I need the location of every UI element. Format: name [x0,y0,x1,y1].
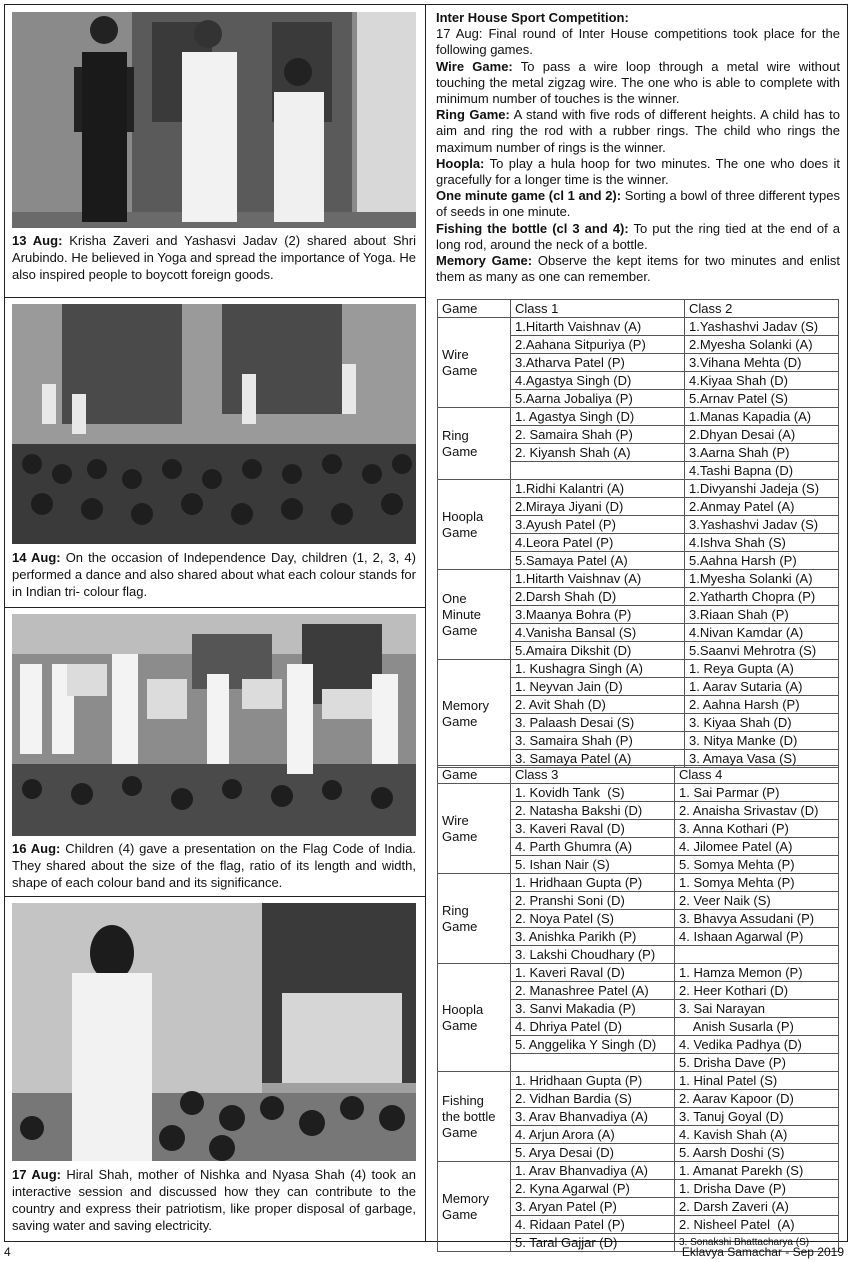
winner-cell: 5. Ishan Nair (S) [511,856,675,874]
winner-cell: 1.Ridhi Kalantri (A) [511,480,685,498]
winner-cell: 4. Parth Ghumra (A) [511,838,675,856]
game-rule: To play a hula hoop for two minutes. The one who does it gracefully for a longer time is the winner. [436,155,840,188]
game-name-cell: Memory Game [438,660,511,768]
winner-cell: 5.Arnav Patel (S) [685,390,839,408]
photo-14-aug [12,304,416,544]
table-row [438,660,839,678]
winner-cell: 3.Atharva Patel (P) [511,354,685,372]
winner-cell: 3. Samaya Patel (A) [511,750,685,768]
winner-cell: 5.Aarna Jobaliya (P) [511,390,685,408]
winner-cell: 4. Ishaan Agarwal (P) [675,928,839,946]
winner-cell: 5. Taral Gajjar (D) [511,1234,675,1252]
game-name-cell: Fishing the bottle Game [438,1072,511,1162]
winner-cell: 3.Riaan Shah (P) [685,606,839,624]
winner-cell: 3. Kaveri Raval (D) [511,820,675,838]
game-name: Ring Game: [436,107,510,123]
winner-cell: 2. Anaisha Srivastav (D) [675,802,839,820]
winner-cell: 1. Hridhaan Gupta (P) [511,1072,675,1090]
game-name-cell: Wire Game [438,784,511,874]
page-number: 4 [4,1245,11,1259]
photo-panel-4 [4,896,425,1240]
caption-text: On the occasion of Independence Day, children (1, 2, 3, 4) performed a dance and also shared about what each colour stands for in Indian tri- colour flag. [12,550,416,599]
game-description [436,221,840,253]
game-name-cell: Ring Game [438,874,511,964]
caption-date: 13 Aug: [12,233,63,248]
game-rule: To pass a wire loop through a metal wire without touching the metal zigzag wire. The one who is able to complete with minimum number of touches is the winner. [436,58,840,107]
game-rule: Observe the kept items for two minutes and enlist them as many as one can remember. [436,253,840,285]
table-header-row [438,300,839,318]
winner-cell: 2.Darsh Shah (D) [511,588,685,606]
winner-cell: 2. Manashree Patel (A) [511,982,675,1000]
winner-cell: 1. Somya Mehta (P) [675,874,839,892]
game-rule: Sorting a bowl of three different types of seeds in one minute. [436,188,840,220]
games-description-list [436,59,840,286]
winner-cell: 3. Anishka Parikh (P) [511,928,675,946]
game-description [436,107,840,156]
winner-cell: 5. Somya Mehta (P) [675,856,839,874]
winner-cell: 1.Myesha Solanki (A) [685,570,839,588]
game-name: Memory Game: [436,253,533,269]
caption-date: 16 Aug: [12,841,61,856]
winner-cell: 1. Hamza Memon (P) [675,964,839,982]
photo-panel-2 [4,297,425,608]
winner-cell: 2. Aahna Harsh (P) [685,696,839,714]
winner-cell: 2. Vidhan Bardia (S) [511,1090,675,1108]
winner-cell: 4. Jilomee Patel (A) [675,838,839,856]
winner-cell: 4. Ridaan Patel (P) [511,1216,675,1234]
table-row [438,784,839,802]
winner-cell: 1. Kaveri Raval (D) [511,964,675,982]
caption-14-aug [12,549,416,600]
game-name: Wire Game: [436,58,513,74]
winner-cell: 5.Saanvi Mehrotra (S) [685,642,839,660]
winner-cell: 4.Nivan Kamdar (A) [685,624,839,642]
winner-cell: 3. Amaya Vasa (S) [685,750,839,768]
winner-cell [511,462,685,480]
winner-cell: 1. Sai Parmar (P) [675,784,839,802]
table-row [438,480,839,498]
winner-cell: 2.Yatharth Chopra (P) [685,588,839,606]
winner-cell: 2.Anmay Patel (A) [685,498,839,516]
winner-cell: 2. Noya Patel (S) [511,910,675,928]
winner-cell: 1. Reya Gupta (A) [685,660,839,678]
winner-cell: 5. Aarsh Doshi (S) [675,1144,839,1162]
winner-cell: 2. Samaira Shah (P) [511,426,685,444]
winner-cell: 2. Heer Kothari (D) [675,982,839,1000]
winner-cell: 3. Sonakshi Bhattacharya (S) [675,1234,839,1252]
winner-cell: 4.Leora Patel (P) [511,534,685,552]
winner-cell: 1. Amanat Parekh (S) [675,1162,839,1180]
sport-competition-article [436,10,840,285]
game-name: Fishing the bottle (cl 3 and 4): [436,220,629,236]
results-table-class-3-4 [437,765,839,1252]
game-description [436,253,840,285]
winner-cell: 2. Natasha Bakshi (D) [511,802,675,820]
winner-cell: 4.Agastya Singh (D) [511,372,685,390]
game-name-cell: Hoopla Game [438,480,511,570]
column-header: Class 1 [511,300,685,318]
caption-text: Children (4) gave a presentation on the Flag Code of India. They shared about the size of the flag, ratio of its length and width, shape of each colour band and its significance. [12,841,416,890]
winner-cell: 3.Maanya Bohra (P) [511,606,685,624]
game-name: One minute game (cl 1 and 2): [436,188,622,204]
winner-cell: 3. Sanvi Makadia (P) [511,1000,675,1018]
winner-cell: 3. Anna Kothari (P) [675,820,839,838]
game-name-cell: One Minute Game [438,570,511,660]
winner-cell: 3. Kiyaa Shah (D) [685,714,839,732]
winner-cell: 2.Miraya Jiyani (D) [511,498,685,516]
winner-cell: 4. Vedika Padhya (D) [675,1036,839,1054]
game-rule: To put the ring tied at the end of a long rod, around the neck of a bottle. [436,220,840,252]
winner-cell: 1.Hitarth Vaishnav (A) [511,570,685,588]
winner-cell: 1. Arav Bhanvadiya (A) [511,1162,675,1180]
winner-cell: 4. Dhriya Patel (D) [511,1018,675,1036]
winner-cell: 1.Hitarth Vaishnav (A) [511,318,685,336]
table-row [438,874,839,892]
winner-cell: 1. Hinal Patel (S) [675,1072,839,1090]
photo-panel-3 [4,607,425,897]
winner-cell: Anish Susarla (P) [675,1018,839,1036]
game-description [436,188,840,220]
game-name: Hoopla: [436,155,485,171]
table-header-row [438,766,839,784]
winner-cell: 3.Aarna Shah (P) [685,444,839,462]
caption-date: 17 Aug: [12,1167,61,1182]
winner-cell: 2. Kyna Agarwal (P) [511,1180,675,1198]
winner-cell: 2. Veer Naik (S) [675,892,839,910]
winner-cell: 3. Sai Narayan [675,1000,839,1018]
winner-cell: 3. Lakshi Choudhary (P) [511,946,675,964]
winner-cell: 3. Samaira Shah (P) [511,732,685,750]
caption-17-aug [12,1166,416,1234]
winner-cell: 3. Nitya Manke (D) [685,732,839,750]
winner-cell: 5.Amaira Dikshit (D) [511,642,685,660]
winner-cell: 5. Arya Desai (D) [511,1144,675,1162]
winner-cell [511,1054,675,1072]
game-name-cell: Hoopla Game [438,964,511,1072]
winner-cell: 1. Aarav Sutaria (A) [685,678,839,696]
winner-cell: 1.Manas Kapadia (A) [685,408,839,426]
game-name-cell: Ring Game [438,408,511,480]
table-row [438,318,839,336]
winner-cell: 1.Yashashvi Jadav (S) [685,318,839,336]
winner-cell: 3. Arav Bhanvadiya (A) [511,1108,675,1126]
table-row [438,408,839,426]
caption-date: 14 Aug: [12,550,61,565]
winner-cell: 5.Samaya Patel (A) [511,552,685,570]
caption-16-aug [12,840,416,891]
column-header: Game [438,766,511,784]
winner-cell: 5.Aahna Harsh (P) [685,552,839,570]
winner-cell: 4.Kiyaa Shah (D) [685,372,839,390]
table-row [438,1072,839,1090]
table-row [438,570,839,588]
winner-cell: 3. Tanuj Goyal (D) [675,1108,839,1126]
winner-cell: 2.Dhyan Desai (A) [685,426,839,444]
game-description [436,156,840,188]
winner-cell: 1. Hridhaan Gupta (P) [511,874,675,892]
winner-cell: 1. Kovidh Tank (S) [511,784,675,802]
article-heading: Inter House Sport Competition: [436,10,629,25]
winner-cell: 1.Divyanshi Jadeja (S) [685,480,839,498]
winner-cell: 4. Kavish Shah (A) [675,1126,839,1144]
game-name-cell: Memory Game [438,1162,511,1252]
column-header: Game [438,300,511,318]
table-row [438,1162,839,1180]
winner-cell: 3.Yashashvi Jadav (S) [685,516,839,534]
photo-17-aug [12,903,416,1161]
winner-cell: 1. Neyvan Jain (D) [511,678,685,696]
winner-cell: 5. Drisha Dave (P) [675,1054,839,1072]
winner-cell: 2.Aahana Sitpuriya (P) [511,336,685,354]
results-table-class-1-2 [437,299,839,768]
winner-cell: 2. Kiyansh Shah (A) [511,444,685,462]
winner-cell: 4. Arjun Arora (A) [511,1126,675,1144]
winner-cell: 2. Nisheel Patel (A) [675,1216,839,1234]
winner-cell: 5. Anggelika Y Singh (D) [511,1036,675,1054]
winner-cell: 1. Kushagra Singh (A) [511,660,685,678]
winner-cell: 2. Darsh Zaveri (A) [675,1198,839,1216]
winner-cell: 3.Vihana Mehta (D) [685,354,839,372]
winner-cell: 3. Aryan Patel (P) [511,1198,675,1216]
winner-cell: 2. Avit Shah (D) [511,696,685,714]
winner-cell: 2.Myesha Solanki (A) [685,336,839,354]
winner-cell: 3. Palaash Desai (S) [511,714,685,732]
game-name-cell: Wire Game [438,318,511,408]
publication-name: Eklavya Samachar - Sep 2019 [681,1245,844,1259]
game-rule: A stand with five rods of different heights. A child has to aim and ring the rod with a rubber rings. The child who rings the maximum number of rings is the winner. [436,107,840,155]
column-header: Class 4 [675,766,839,784]
winner-cell: 3. Bhavya Assudani (P) [675,910,839,928]
caption-text: Hiral Shah, mother of Nishka and Nyasa Shah (4) took an interactive session and discussed how they can contribute to the country and express their patriotism, like proper disposal of garbage, saving water and saving electricity. [12,1167,416,1233]
column-header: Class 3 [511,766,675,784]
column-divider [425,4,426,1242]
photo-13-aug [12,12,416,228]
table-row [438,964,839,982]
winner-cell: 1. Agastya Singh (D) [511,408,685,426]
winner-cell: 4.Vanisha Bansal (S) [511,624,685,642]
winner-cell: 1. Drisha Dave (P) [675,1180,839,1198]
winner-cell [675,946,839,964]
game-description [436,59,840,108]
article-intro: 17 Aug: Final round of Inter House competitions took place for the following games. [436,26,840,58]
column-header: Class 2 [685,300,839,318]
photo-panel-1 [4,4,425,298]
caption-text: Krisha Zaveri and Yashasvi Jadav (2) shared about Shri Arubindo. He believed in Yoga and spread the importance of Yoga. He also inspired people to boycott foreign goods. [12,233,416,282]
winner-cell: 4.Ishva Shah (S) [685,534,839,552]
winner-cell: 3.Ayush Patel (P) [511,516,685,534]
winner-cell: 2. Aarav Kapoor (D) [675,1090,839,1108]
winner-cell: 4.Tashi Bapna (D) [685,462,839,480]
winner-cell: 2. Pranshi Soni (D) [511,892,675,910]
caption-13-aug [12,232,416,283]
photo-16-aug [12,614,416,836]
